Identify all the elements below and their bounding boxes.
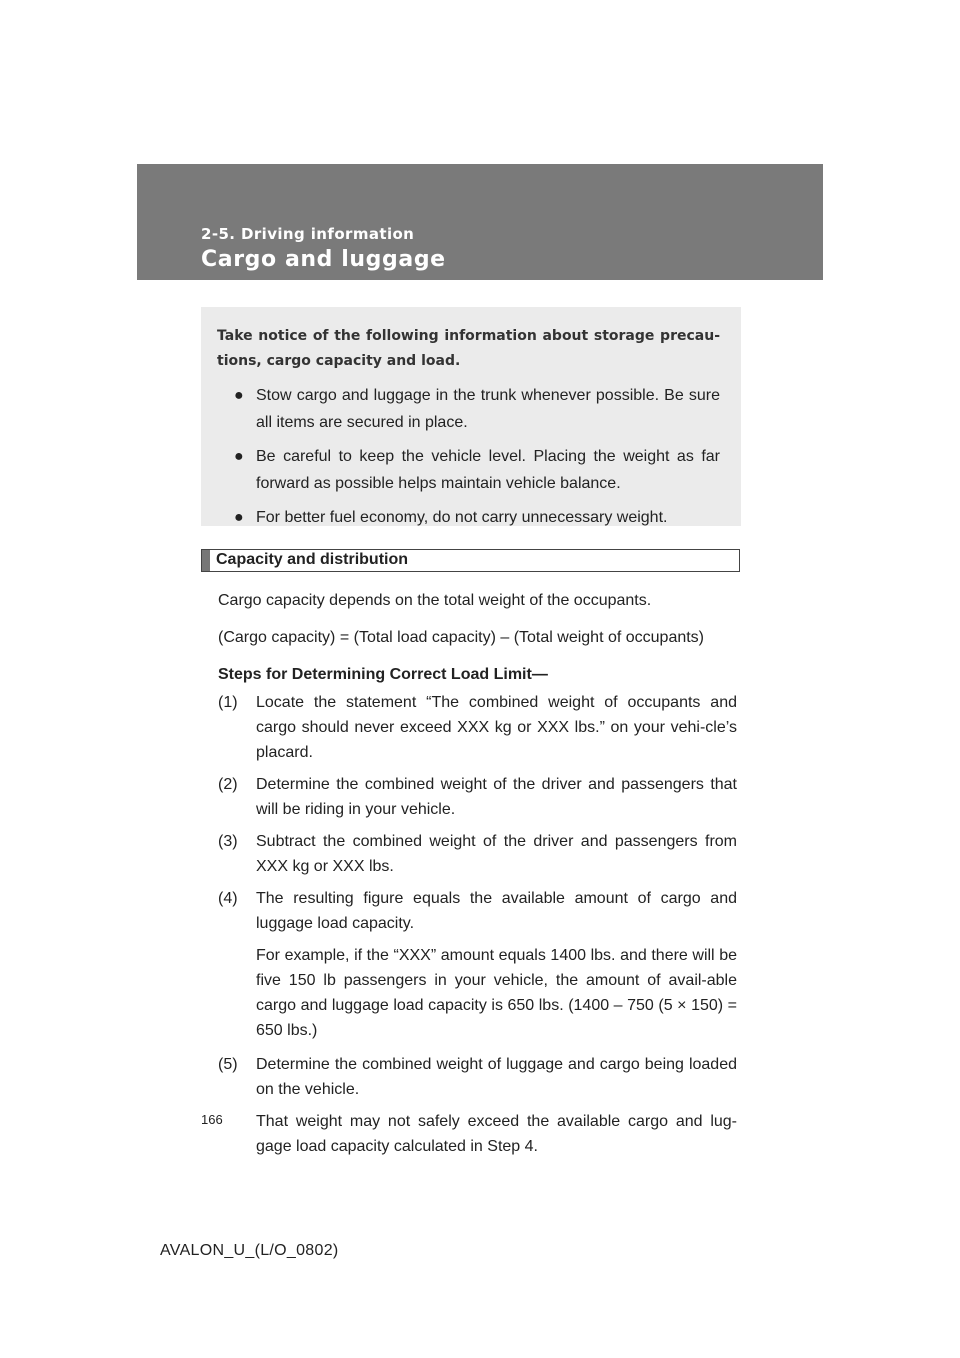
- document-code: AVALON_U_(L/O_0802): [160, 1242, 339, 1259]
- subheading-box: [201, 549, 740, 572]
- subheading-tab-marker: [202, 550, 210, 571]
- step-note: That weight may not safely exceed the available cargo and lug-gage load capacity calculated in Step 4.: [256, 1113, 737, 1155]
- step-number: (3): [218, 833, 238, 850]
- step-item: [218, 886, 737, 936]
- notice-item-text: For better fuel economy, do not carry unnecessary weight.: [256, 509, 668, 526]
- body-text: [218, 588, 737, 1168]
- step-item: [218, 690, 737, 765]
- notice-item-text: Be careful to keep the vehicle level. Placing the weight as far forward as possible helps maintain vehicle balance.: [256, 448, 720, 492]
- bullet-icon: ●: [234, 387, 244, 404]
- step-number: (1): [218, 694, 238, 711]
- step-item: [218, 1052, 737, 1102]
- page-number: 166: [201, 1112, 223, 1127]
- step-number: (4): [218, 890, 238, 907]
- step-text: Determine the combined weight of the driver and passengers that will be riding in your vehicle.: [256, 776, 737, 818]
- notice-lead: Take notice of the following information about storage precau-tions, cargo capacity and load.: [217, 328, 720, 369]
- notice-item: [217, 504, 720, 531]
- subheading: Capacity and distribution: [216, 551, 409, 568]
- step-item: [218, 772, 737, 822]
- notice-item: [217, 443, 720, 497]
- step-note: For example, if the “XXX” amount equals 1400 lbs. and there will be five 150 lb passengers in your vehicle, the amount of avail-able cargo and luggage load capacity is 650 lbs. (1400 – 750 (5 × 150) = 650 lbs.): [256, 947, 737, 1039]
- notice-item: [217, 382, 720, 436]
- step-number: (2): [218, 776, 238, 793]
- step-text: Locate the statement “The combined weight of occupants and cargo should never exceed XXX kg or XXX lbs.” on your vehi-cle’s placard.: [256, 694, 737, 761]
- notice-item-text: Stow cargo and luggage in the trunk whenever possible. Be sure all items are secured in place.: [256, 387, 720, 431]
- section-label: 2-5. Driving information: [201, 225, 415, 243]
- formula-paragraph: (Cargo capacity) = (Total load capacity) – (Total weight of occupants): [218, 629, 705, 646]
- bullet-icon: ●: [234, 448, 244, 465]
- step-text: Determine the combined weight of luggage and cargo being loaded on the vehicle.: [256, 1056, 737, 1098]
- page-title: Cargo and luggage: [201, 247, 446, 272]
- bullet-icon: ●: [234, 509, 244, 526]
- step-item: [218, 829, 737, 879]
- step-text: Subtract the combined weight of the driver and passengers from XXX kg or XXX lbs.: [256, 833, 737, 875]
- step-number: (5): [218, 1056, 238, 1073]
- notice-box: [201, 307, 741, 526]
- step-text: The resulting figure equals the available amount of cargo and luggage load capacity.: [256, 890, 737, 932]
- steps-title: Steps for Determining Correct Load Limit—: [218, 666, 548, 683]
- intro-paragraph: Cargo capacity depends on the total weight of the occupants.: [218, 592, 652, 609]
